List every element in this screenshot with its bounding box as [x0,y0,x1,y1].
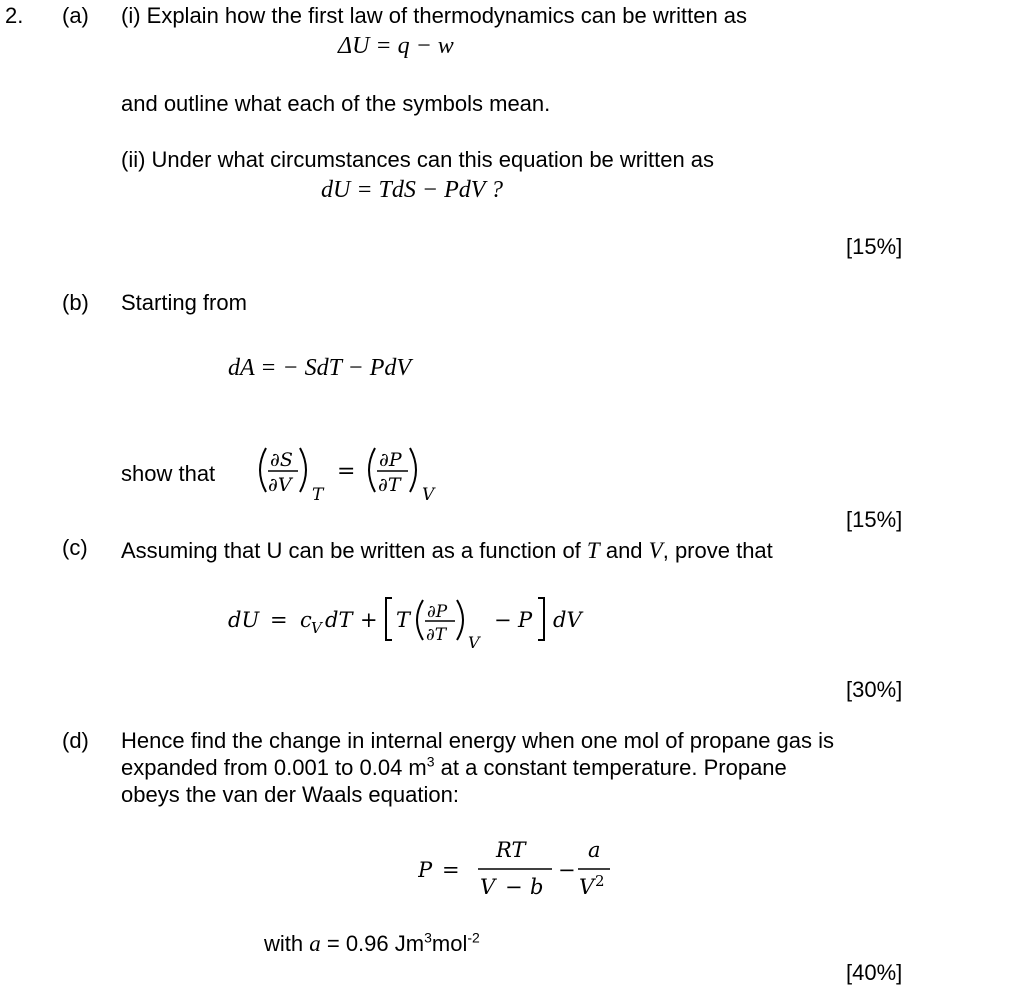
fundamental-equation: dU = TdS − PdV ? [321,177,503,203]
part-c-text-pre: Assuming that U can be written as a function of [121,538,587,563]
part-d-line2-sup: 3 [426,753,435,770]
svg-text:−: − [558,858,576,882]
constant-with: with [264,931,310,956]
internal-energy-equation-graphic [228,588,608,658]
svg-text:=: = [442,858,460,882]
part-b-marks: [15%] [846,507,903,532]
internal-energy-equation [228,588,608,662]
part-b-label: (b) [62,290,89,315]
part-c-label: (c) [62,535,88,560]
svg-text:2: 2 [595,872,605,890]
svg-text:+: + [360,608,378,632]
svg-text:−: − [505,875,523,899]
part-d-line3: obeys the van der Waals equation: [121,782,459,807]
svg-text:V: V [422,485,435,504]
svg-text:∂T: ∂T [378,474,401,496]
first-law-equation: ΔU = q − w [338,33,454,59]
van-der-waals-equation [418,832,618,912]
svg-text:b: b [530,875,544,899]
part-a-ii-text: (ii) Under what circumstances can this equation be written as [121,147,715,172]
svg-text:∂S: ∂S [270,449,293,471]
part-a-marks: [15%] [846,234,903,259]
svg-text:∂V: ∂V [268,474,292,496]
part-a-i-text: (i) Explain how the first law of thermodynamics can be written as [121,3,748,28]
helmholtz-equation: dA = − SdT − PdV [228,355,412,381]
svg-text:P: P [418,858,433,882]
svg-text:∂P: ∂P [427,602,448,622]
constant-sup2: -2 [467,929,480,946]
part-d-line2-pre: expanded from 0.001 to 0.04 m [121,755,427,780]
maxwell-relation-graphic [254,440,464,504]
svg-text:c: c [300,608,312,632]
svg-text:P: P [518,608,533,632]
constant-sup1: 3 [424,929,432,946]
svg-text:=: = [337,459,356,484]
svg-text:T: T [396,608,411,632]
svg-text:V: V [468,633,480,652]
part-c-text-post: , prove that [662,538,773,563]
constant-mol: mol [431,931,468,956]
part-d-line1: Hence find the change in internal energy when one mol of propane gas is [121,728,835,753]
part-a-label: (a) [62,3,89,28]
svg-text:T: T [312,485,324,504]
part-a-and-text: and outline what each of the symbols mean. [121,91,551,116]
part-b-show-text: show that [121,461,216,486]
part-b-text: Starting from [121,290,247,315]
svg-text:V: V [579,875,595,899]
maxwell-relation [254,440,464,508]
part-d-constant [264,929,480,956]
part-d-line2 [121,753,787,780]
svg-text:∂T: ∂T [426,625,447,645]
svg-text:−: − [494,608,512,632]
svg-text:=: = [270,608,288,632]
van-der-waals-graphic [418,832,618,908]
constant-value: = 0.96 Jm [320,931,425,956]
part-d-line2-post: at a constant temperature. Propane [434,755,787,780]
part-c-var-v: V [648,538,663,563]
svg-text:dV: dV [553,608,582,632]
svg-text:dU: dU [228,608,260,632]
constant-a: a [309,931,321,956]
part-c-marks: [30%] [846,677,903,702]
svg-text:a: a [588,838,601,862]
svg-text:V: V [480,875,496,899]
question-number: 2. [5,3,24,28]
part-c-var-t: T [586,538,600,563]
part-d-label: (d) [62,728,89,753]
svg-text:∂P: ∂P [379,449,402,471]
svg-text:V: V [311,619,322,637]
part-c-text [121,539,773,562]
svg-text:dT: dT [325,608,353,632]
part-d-marks: [40%] [846,960,903,985]
part-c-text-and: and [599,538,649,563]
svg-text:RT: RT [496,838,526,862]
